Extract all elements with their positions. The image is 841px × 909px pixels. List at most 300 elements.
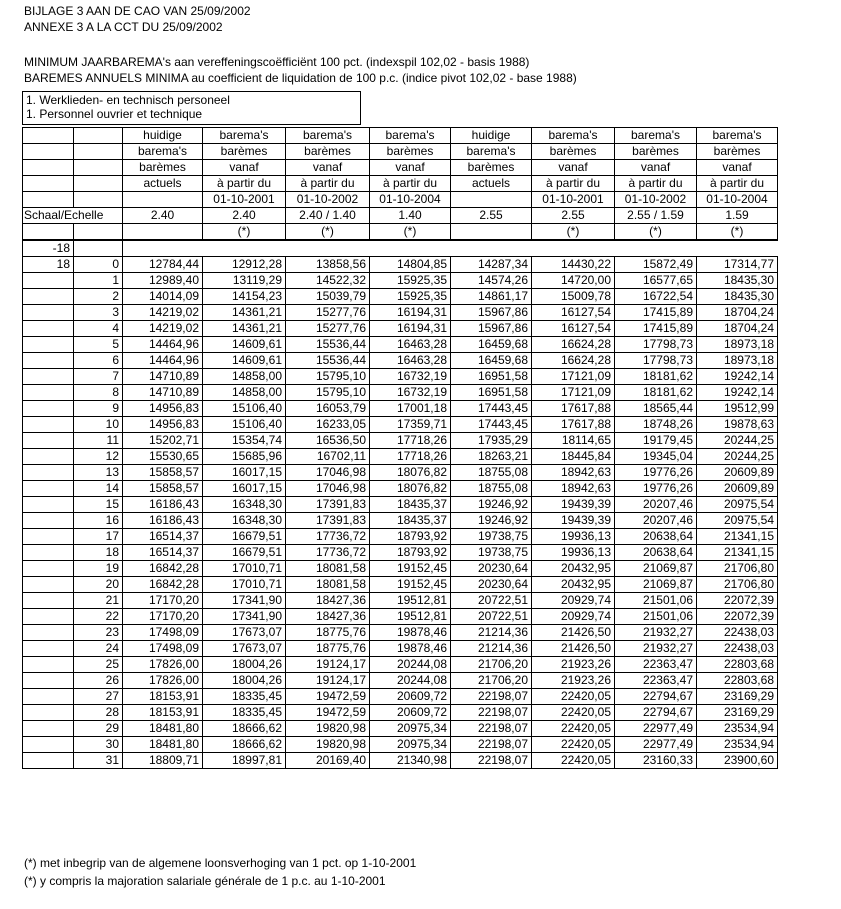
salary-cell: 17170,20: [123, 609, 203, 625]
salary-cell: 21706,80: [697, 577, 778, 593]
table-row: [23, 657, 778, 673]
salary-cell: 14219,02: [123, 321, 203, 337]
salary-cell: 19472,59: [286, 689, 370, 705]
empty-cell: [74, 176, 123, 192]
salary-cell: 18942,63: [532, 481, 615, 497]
salary-cell: 17443,45: [451, 401, 532, 417]
salary-cell: 15009,78: [532, 289, 615, 305]
salary-cell: 20230,64: [451, 577, 532, 593]
salary-cell: 21932,27: [615, 641, 697, 657]
header-cell: vanaf: [203, 160, 286, 176]
note-cell: [123, 224, 203, 241]
empty-cell: [697, 240, 778, 257]
salary-cell: 14858,00: [203, 369, 286, 385]
salary-cell: 14956,83: [123, 417, 203, 433]
header-cell: barèmes: [451, 160, 532, 176]
salary-cell: 17798,73: [615, 353, 697, 369]
salary-cell: 23534,94: [697, 737, 778, 753]
age-minus-cell: -18: [23, 240, 74, 257]
salary-cell: 20638,64: [615, 529, 697, 545]
header-cell: à partir du: [203, 176, 286, 192]
salary-cell: 22420,05: [532, 689, 615, 705]
seniority-cell: 24: [74, 641, 123, 657]
salary-cell: 18153,91: [123, 705, 203, 721]
salary-cell: 15536,44: [286, 353, 370, 369]
seniority-cell: 20: [74, 577, 123, 593]
salary-cell: 17170,20: [123, 593, 203, 609]
age-cell: [23, 689, 74, 705]
salary-cell: 22794,67: [615, 705, 697, 721]
seniority-cell: 18: [74, 545, 123, 561]
salary-cell: 17010,71: [203, 561, 286, 577]
salary-cell: 15925,35: [370, 273, 451, 289]
salary-cell: 15354,74: [203, 433, 286, 449]
age-cell: [23, 337, 74, 353]
seniority-cell: 21: [74, 593, 123, 609]
header-cell: barèmes: [286, 144, 370, 160]
salary-cell: 15277,76: [286, 321, 370, 337]
salary-cell: 12784,44: [123, 257, 203, 273]
header-cell: 01-10-2002: [615, 192, 697, 208]
salary-cell: 17121,09: [532, 385, 615, 401]
seniority-cell: 7: [74, 369, 123, 385]
age-cell: [23, 353, 74, 369]
salary-cell: 15685,96: [203, 449, 286, 465]
empty-cell: [74, 192, 123, 208]
salary-cell: 22198,07: [451, 737, 532, 753]
salary-cell: 19878,46: [370, 641, 451, 657]
salary-cell: 19512,81: [370, 609, 451, 625]
salary-cell: 17736,72: [286, 545, 370, 561]
salary-cell: 18775,76: [286, 641, 370, 657]
note-cell: (*): [532, 224, 615, 241]
empty-cell: [203, 240, 286, 257]
seniority-cell: 17: [74, 529, 123, 545]
table-row: [23, 465, 778, 481]
salary-cell: 19152,45: [370, 561, 451, 577]
minus-row: [23, 240, 778, 257]
salary-cell: 16017,15: [203, 465, 286, 481]
salary-cell: 20929,74: [532, 593, 615, 609]
salary-cell: 20244,25: [697, 449, 778, 465]
age-cell: [23, 609, 74, 625]
salary-cell: 15536,44: [286, 337, 370, 353]
salary-cell: 14574,26: [451, 273, 532, 289]
salary-cell: 15967,86: [451, 305, 532, 321]
header-cell: vanaf: [286, 160, 370, 176]
note-cell: (*): [203, 224, 286, 241]
salary-cell: 20975,54: [697, 513, 778, 529]
table-row: [23, 369, 778, 385]
salary-cell: 19345,04: [615, 449, 697, 465]
header-cell: à partir du: [286, 176, 370, 192]
salary-cell: 21214,36: [451, 625, 532, 641]
salary-cell: 21706,20: [451, 673, 532, 689]
table-row: [23, 529, 778, 545]
age-cell: [23, 721, 74, 737]
empty-cell: [532, 240, 615, 257]
salary-cell: 16194,31: [370, 321, 451, 337]
salary-cell: 17736,72: [286, 529, 370, 545]
header-cell: barèmes: [203, 144, 286, 160]
table-row: [23, 401, 778, 417]
age-cell: [23, 753, 74, 769]
salary-cell: 16514,37: [123, 545, 203, 561]
table-row: [23, 625, 778, 641]
table-row: [23, 641, 778, 657]
salary-cell: 18435,30: [697, 289, 778, 305]
salary-cell: 15530,65: [123, 449, 203, 465]
salary-cell: 22794,67: [615, 689, 697, 705]
salary-cell: 17341,90: [203, 609, 286, 625]
header-cell: barèmes: [697, 144, 778, 160]
seniority-cell: 8: [74, 385, 123, 401]
salary-cell: 22803,68: [697, 673, 778, 689]
salary-cell: 16463,28: [370, 337, 451, 353]
table-row: [23, 753, 778, 769]
category-nl: 1. Werklieden- en technisch personeel: [26, 93, 230, 107]
table-row: [23, 513, 778, 529]
salary-cell: 22363,47: [615, 657, 697, 673]
salary-cell: 18335,45: [203, 689, 286, 705]
salary-cell: 16951,58: [451, 369, 532, 385]
salary-cell: 20244,08: [370, 657, 451, 673]
salary-cell: 22977,49: [615, 737, 697, 753]
salary-cell: 16624,28: [532, 353, 615, 369]
salary-cell: 18775,76: [286, 625, 370, 641]
salary-cell: 18445,84: [532, 449, 615, 465]
table-row: [23, 593, 778, 609]
salary-cell: 18427,36: [286, 593, 370, 609]
salary-cell: 14522,32: [286, 273, 370, 289]
age-cell: [23, 577, 74, 593]
table-row: [23, 721, 778, 737]
table-row: [23, 385, 778, 401]
salary-cell: 21426,50: [532, 641, 615, 657]
table-row: [23, 561, 778, 577]
age-cell: [23, 369, 74, 385]
salary-cell: 20244,25: [697, 433, 778, 449]
scale-cell: 2.55: [532, 208, 615, 224]
salary-cell: 19246,92: [451, 513, 532, 529]
salary-cell: 18748,26: [615, 417, 697, 433]
table-row: [23, 737, 778, 753]
salary-cell: 16842,28: [123, 561, 203, 577]
empty-cell: [370, 240, 451, 257]
salary-cell: 17673,07: [203, 641, 286, 657]
salary-cell: 20722,51: [451, 609, 532, 625]
salary-cell: 19936,13: [532, 529, 615, 545]
salary-cell: 16722,54: [615, 289, 697, 305]
age-cell: [23, 401, 74, 417]
table-row: [23, 433, 778, 449]
salary-cell: 18435,37: [370, 513, 451, 529]
salary-cell: 18435,37: [370, 497, 451, 513]
salary-cell: 17314,77: [697, 257, 778, 273]
header-cell: barema's: [532, 128, 615, 144]
salary-cell: 21341,15: [697, 545, 778, 561]
salary-cell: 16127,54: [532, 321, 615, 337]
scale-cell: 2.40 / 1.40: [286, 208, 370, 224]
salary-cell: 19820,98: [286, 721, 370, 737]
salary-cell: 21341,15: [697, 529, 778, 545]
subtitle-fr: BAREMES ANNUELS MINIMA au coefficient de liquidation de 100 p.c. (indice pivot 102,02 - base 1988): [24, 71, 577, 85]
salary-cell: 21923,26: [532, 657, 615, 673]
salary-cell: 16459,68: [451, 353, 532, 369]
empty-cell: [23, 192, 74, 208]
salary-cell: 22072,39: [697, 593, 778, 609]
salary-cell: 14804,85: [370, 257, 451, 273]
header-cell: vanaf: [370, 160, 451, 176]
salary-cell: 17391,83: [286, 497, 370, 513]
table-row: [23, 273, 778, 289]
salary-cell: 21069,87: [615, 561, 697, 577]
salary-cell: 17001,18: [370, 401, 451, 417]
salary-cell: 21069,87: [615, 577, 697, 593]
salary-cell: 17498,09: [123, 641, 203, 657]
age-cell: [23, 513, 74, 529]
header-cell: barèmes: [615, 144, 697, 160]
header-cell: huidige: [123, 128, 203, 144]
salary-cell: 18793,92: [370, 529, 451, 545]
salary-cell: 18153,91: [123, 689, 203, 705]
salary-cell: 22420,05: [532, 753, 615, 769]
salary-cell: 16577,65: [615, 273, 697, 289]
salary-cell: 14609,61: [203, 353, 286, 369]
salary-cell: 14956,83: [123, 401, 203, 417]
header-cell: à partir du: [370, 176, 451, 192]
header-cell: à partir du: [697, 176, 778, 192]
seniority-cell: 30: [74, 737, 123, 753]
seniority-cell: 23: [74, 625, 123, 641]
salary-cell: 18114,65: [532, 433, 615, 449]
salary-cell: 21214,36: [451, 641, 532, 657]
header-cell: barema's: [697, 128, 778, 144]
salary-cell: 16348,30: [203, 497, 286, 513]
header-cell: barèmes: [123, 160, 203, 176]
empty-cell: [23, 144, 74, 160]
salary-cell: 12912,28: [203, 257, 286, 273]
empty-cell: [23, 128, 74, 144]
salary-cell: 15858,57: [123, 481, 203, 497]
salary-cell: 19152,45: [370, 577, 451, 593]
seniority-cell: 10: [74, 417, 123, 433]
seniority-cell: 19: [74, 561, 123, 577]
table-row: [23, 449, 778, 465]
age-cell: 18: [23, 257, 74, 273]
salary-cell: 19512,81: [370, 593, 451, 609]
scale-cell: 2.40: [123, 208, 203, 224]
seniority-cell: 13: [74, 465, 123, 481]
header-cell: barema's: [451, 144, 532, 160]
salary-cell: 23169,29: [697, 689, 778, 705]
header-cell: barèmes: [532, 144, 615, 160]
salary-cell: 22198,07: [451, 753, 532, 769]
annex-title-fr: ANNEXE 3 A LA CCT DU 25/09/2002: [24, 20, 223, 34]
header-cell: vanaf: [532, 160, 615, 176]
salary-cell: 21932,27: [615, 625, 697, 641]
header-cell: vanaf: [697, 160, 778, 176]
salary-cell: 20432,95: [532, 577, 615, 593]
salary-cell: 15277,76: [286, 305, 370, 321]
header-cell: huidige: [451, 128, 532, 144]
salary-cell: 15795,10: [286, 385, 370, 401]
seniority-cell: 22: [74, 609, 123, 625]
salary-cell: 19738,75: [451, 529, 532, 545]
salary-cell: 18181,62: [615, 369, 697, 385]
header-cell: actuels: [123, 176, 203, 192]
salary-cell: 19776,26: [615, 481, 697, 497]
age-cell: [23, 481, 74, 497]
seniority-cell: 16: [74, 513, 123, 529]
salary-cell: 23169,29: [697, 705, 778, 721]
salary-cell: 15106,40: [203, 401, 286, 417]
salary-cell: 20609,89: [697, 481, 778, 497]
table-row: [23, 577, 778, 593]
salary-cell: 16053,79: [286, 401, 370, 417]
age-cell: [23, 657, 74, 673]
seniority-cell: 5: [74, 337, 123, 353]
salary-cell: 18973,18: [697, 337, 778, 353]
annex-title-nl: BIJLAGE 3 AAN DE CAO VAN 25/09/2002: [24, 4, 251, 18]
salary-cell: 19242,14: [697, 369, 778, 385]
salary-cell: 18565,44: [615, 401, 697, 417]
salary-cell: 16459,68: [451, 337, 532, 353]
empty-cell: [74, 128, 123, 144]
salary-cell: 15858,57: [123, 465, 203, 481]
seniority-cell: 9: [74, 401, 123, 417]
salary-cell: 19776,26: [615, 465, 697, 481]
scale-cell: 1.40: [370, 208, 451, 224]
salary-cell: 18481,80: [123, 721, 203, 737]
salary-cell: 16951,58: [451, 385, 532, 401]
age-cell: [23, 545, 74, 561]
seniority-cell: 1: [74, 273, 123, 289]
salary-cell: 16536,50: [286, 433, 370, 449]
seniority-cell: 2: [74, 289, 123, 305]
salary-cell: 18755,08: [451, 465, 532, 481]
age-cell: [23, 305, 74, 321]
salary-cell: 16186,43: [123, 513, 203, 529]
salary-cell: 16463,28: [370, 353, 451, 369]
salary-cell: 20230,64: [451, 561, 532, 577]
seniority-cell: 29: [74, 721, 123, 737]
salary-cell: 15967,86: [451, 321, 532, 337]
salary-cell: 20929,74: [532, 609, 615, 625]
age-cell: [23, 737, 74, 753]
note-cell: (*): [615, 224, 697, 241]
salary-cell: 18004,26: [203, 673, 286, 689]
empty-cell: [23, 176, 74, 192]
table-row: [23, 337, 778, 353]
salary-table: [22, 127, 778, 769]
salary-cell: 17498,09: [123, 625, 203, 641]
header-cell: 01-10-2004: [370, 192, 451, 208]
note-cell: (*): [697, 224, 778, 241]
salary-cell: 18181,62: [615, 385, 697, 401]
header-cell: [451, 192, 532, 208]
header-row: [23, 192, 778, 208]
age-cell: [23, 673, 74, 689]
seniority-cell: 31: [74, 753, 123, 769]
salary-cell: 22977,49: [615, 721, 697, 737]
salary-cell: 18942,63: [532, 465, 615, 481]
salary-cell: 15795,10: [286, 369, 370, 385]
table-row: [23, 705, 778, 721]
header-cell: vanaf: [615, 160, 697, 176]
salary-cell: 18481,80: [123, 737, 203, 753]
salary-cell: 19472,59: [286, 705, 370, 721]
header-cell: 01-10-2002: [286, 192, 370, 208]
seniority-cell: 12: [74, 449, 123, 465]
salary-cell: 19246,92: [451, 497, 532, 513]
header-row: [23, 160, 778, 176]
salary-cell: 14014,09: [123, 289, 203, 305]
salary-cell: 19936,13: [532, 545, 615, 561]
salary-cell: 19439,39: [532, 513, 615, 529]
scale-cell: 2.55 / 1.59: [615, 208, 697, 224]
table-row: [23, 353, 778, 369]
salary-cell: 15039,79: [286, 289, 370, 305]
salary-cell: 19242,14: [697, 385, 778, 401]
salary-cell: 21501,06: [615, 609, 697, 625]
salary-cell: 18755,08: [451, 481, 532, 497]
salary-cell: 14219,02: [123, 305, 203, 321]
table-row: [23, 609, 778, 625]
salary-cell: 17826,00: [123, 657, 203, 673]
seniority-cell: 4: [74, 321, 123, 337]
salary-cell: 14287,34: [451, 257, 532, 273]
salary-cell: 17718,26: [370, 449, 451, 465]
salary-cell: 15202,71: [123, 433, 203, 449]
empty-cell: [286, 240, 370, 257]
salary-cell: 17010,71: [203, 577, 286, 593]
salary-cell: 19738,75: [451, 545, 532, 561]
table-row: [23, 257, 778, 273]
table-row: [23, 481, 778, 497]
scale-row: [23, 208, 778, 224]
subtitle-nl: MINIMUM JAARBAREMA's aan vereffeningscoëfficiënt 100 pct. (indexspil 102,02 - basis 1988): [24, 55, 530, 69]
salary-cell: 20975,34: [370, 737, 451, 753]
salary-cell: 17046,98: [286, 465, 370, 481]
salary-cell: 18435,30: [697, 273, 778, 289]
salary-cell: 16017,15: [203, 481, 286, 497]
salary-cell: 21706,20: [451, 657, 532, 673]
salary-cell: 20609,72: [370, 705, 451, 721]
salary-cell: 17415,89: [615, 305, 697, 321]
salary-cell: 17935,29: [451, 433, 532, 449]
salary-cell: 21923,26: [532, 673, 615, 689]
salary-cell: 17443,45: [451, 417, 532, 433]
header-cell: barema's: [123, 144, 203, 160]
header-cell: [123, 192, 203, 208]
salary-cell: 14861,17: [451, 289, 532, 305]
scale-cell: 1.59: [697, 208, 778, 224]
salary-cell: 17617,88: [532, 417, 615, 433]
salary-cell: 18081,58: [286, 561, 370, 577]
table-row: [23, 545, 778, 561]
empty-cell: [23, 160, 74, 176]
seniority-cell: 26: [74, 673, 123, 689]
header-cell: à partir du: [615, 176, 697, 192]
salary-cell: 20722,51: [451, 593, 532, 609]
salary-cell: 20609,89: [697, 465, 778, 481]
salary-cell: 17798,73: [615, 337, 697, 353]
age-cell: [23, 273, 74, 289]
salary-cell: 14361,21: [203, 305, 286, 321]
salary-cell: 19124,17: [286, 673, 370, 689]
header-cell: 01-10-2001: [532, 192, 615, 208]
